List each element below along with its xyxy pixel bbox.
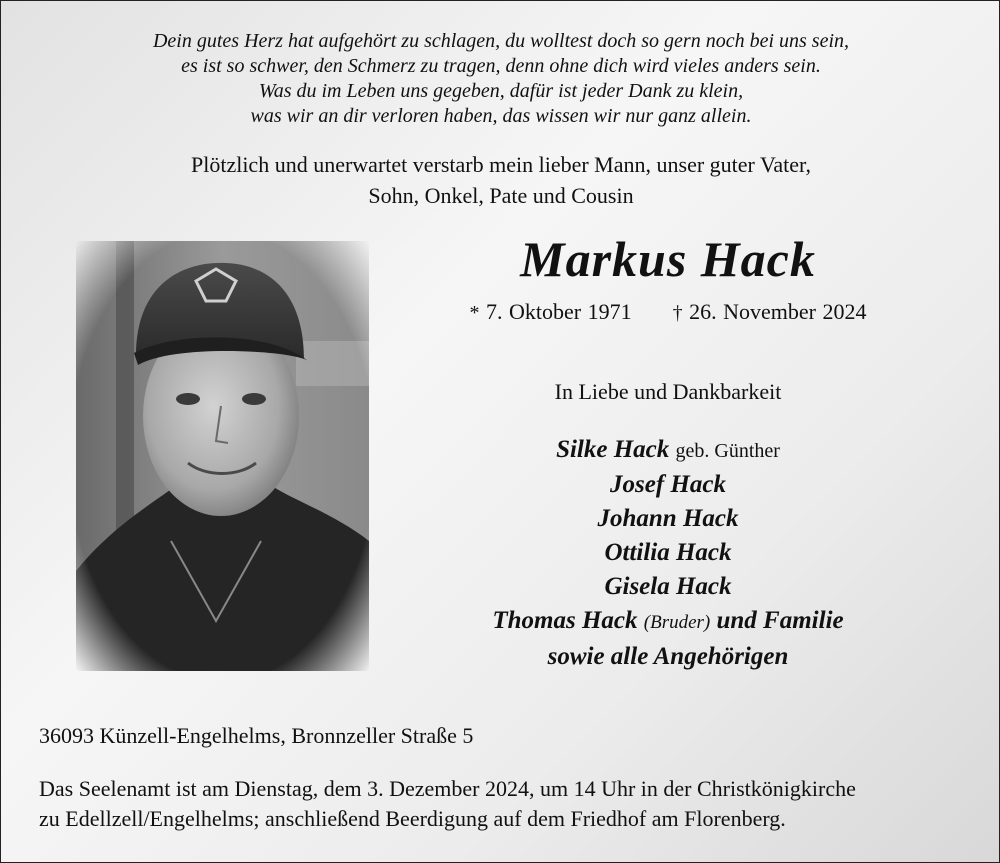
birth-date: 7. Oktober 1971 xyxy=(486,299,632,324)
deceased-name: Markus Hack xyxy=(520,231,816,287)
portrait-image xyxy=(76,241,369,671)
address: 36093 Künzell-Engelhelms, Bronnzeller Straße 5 xyxy=(39,723,474,748)
family-member xyxy=(383,433,953,468)
service-line: zu Edellzell/Engelhelms; anschließend Beerdigung auf dem Friedhof am Florenberg. xyxy=(39,806,786,831)
death-symbol: † xyxy=(672,302,683,324)
family-member-suffix: und Familie xyxy=(716,607,844,634)
family-member: Ottilia Hack xyxy=(604,539,732,566)
family-member: Johann Hack xyxy=(597,505,739,532)
death-date: 26. November 2024 xyxy=(689,299,867,324)
family-member: Josef Hack xyxy=(610,471,726,498)
service-line: Das Seelenamt ist am Dienstag, dem 3. Dezember 2024, um 14 Uhr in der Christkönigkirche xyxy=(39,776,856,801)
intro-text xyxy=(41,149,961,211)
family-member-name: Silke Hack xyxy=(556,436,670,463)
family-list xyxy=(383,433,953,674)
family-member xyxy=(383,604,953,640)
poem xyxy=(41,29,961,129)
family-member-note: (Bruder) xyxy=(643,612,711,633)
family-member-name: Thomas Hack xyxy=(492,607,638,634)
poem-line: es ist so schwer, den Schmerz zu tragen, denn ohne dich wird vieles anders sein. xyxy=(181,55,821,77)
poem-line: Was du im Leben uns gegeben, dafür ist jeder Dank zu klein, xyxy=(258,80,744,102)
family-member: Gisela Hack xyxy=(604,573,732,600)
poem-line: was wir an dir verloren haben, das wissen wir nur ganz allein. xyxy=(250,105,752,127)
poem-line: Dein gutes Herz hat aufgehört zu schlagen, du wolltest doch so gern noch bei uns sein, xyxy=(152,30,850,52)
dedication-text: In Liebe und Dankbarkeit xyxy=(554,379,782,404)
service-info xyxy=(39,774,979,834)
family-member-note: geb. Günther xyxy=(675,440,780,462)
portrait-photo xyxy=(76,241,369,671)
intro-line: Plötzlich und unerwartet verstarb mein lieber Mann, unser guter Vater, xyxy=(190,152,812,177)
family-others: sowie alle Angehörigen xyxy=(547,643,789,670)
life-dates xyxy=(383,299,953,325)
intro-line: Sohn, Onkel, Pate und Cousin xyxy=(368,183,634,208)
birth-symbol: * xyxy=(469,302,480,324)
